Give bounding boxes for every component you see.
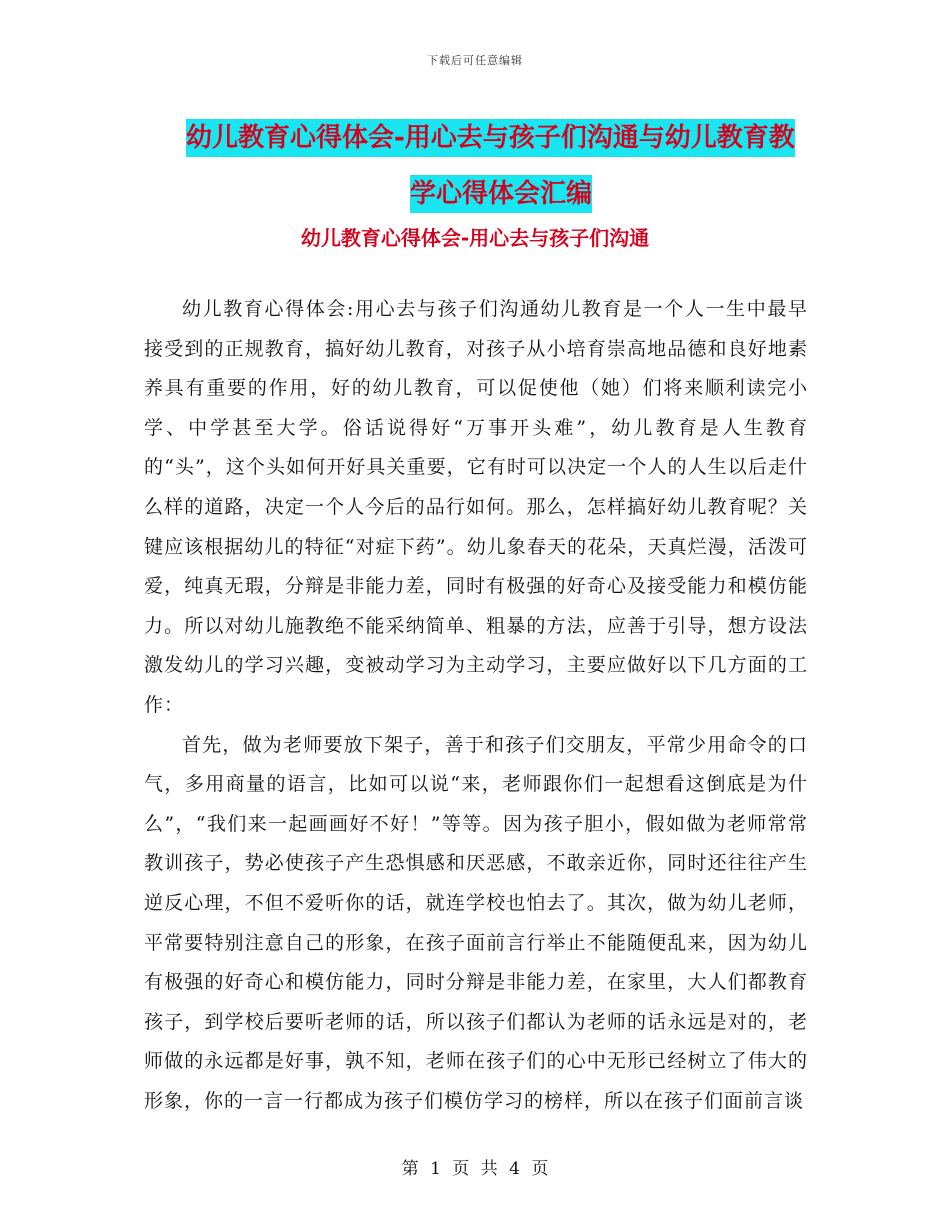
body-paragraph-2: 首先，做为老师要放下架子，善于和孩子们交朋友，平常少用命令的口气，多用商量的语言，比如可以说“来，老师跟你们一起想看这倒底是为什么”，“我们来一起画画好不好！”等等。因为孩子胆小，假如做为老师常常教训孩子，势必使孩子产生恐惧感和厌恶感，不敢亲近你，同时还往往产生逆反心理，不但不爱听你的话，就连学校也怕去了。其次，做为幼儿老师，平常要特别注意自己的形象，在孩子面前言行举止不能随便乱来，因为幼儿有极强的好奇心和模仿能力，同时分辩是非能力差，在家里，大人们都教育孩子，到学校后要听老师的话，所以孩子们都认为老师的话永远是对的，老师做的永远都是好事，孰不知，老师在孩子们的心中无形已经树立了伟大的形象，你的一言一行都成为孩子们模仿学习的榜样，所以在孩子们面前言谈 — [144, 733, 808, 1112]
document-body — [144, 290, 808, 1121]
page-number-footer: 第 1 页 共 4 页 — [401, 1159, 549, 1179]
page-header-note: 下载后可任意编辑 — [427, 54, 523, 67]
document-title-line-1-text: 幼儿教育心得体会-用心去与孩子们沟通与幼儿教育教 — [186, 119, 795, 157]
document-title-line-2 — [186, 166, 816, 222]
document-title — [186, 110, 816, 222]
section-title: 幼儿教育心得体会-用心去与孩子们沟通 — [300, 226, 650, 250]
body-paragraph-1: 幼儿教育心得体会:用心去与孩子们沟通幼儿教育是一个人一生中最早接受到的正规教育，搞好幼儿教育，对孩子从小培育崇高地品德和良好地素养具有重要的作用，好的幼儿教育，可以促使他（她）们将来顺利读完小学、中学甚至大学。俗话说得好“万事开头难”，幼儿教育是人生教育的“头”，这个头如何开好具关重要，它有时可以决定一个人的人生以后走什么样的道路，决定一个人今后的品行如何。那么，怎样搞好幼儿教育呢？关键应该根据幼儿的特征“对症下药”。幼儿象春天的花朵，天真烂漫，活泼可爱，纯真无瑕，分辩是非能力差，同时有极强的好奇心及接受能力和模仿能力。所以对幼儿施教绝不能采纳简单、粗暴的方法，应善于引导，想方设法激发幼儿的学习兴趣，变被动学习为主动学习，主要应做好以下几方面的工作： — [144, 298, 808, 716]
document-title-line-2-text: 学心得体会汇编 — [410, 175, 592, 213]
document-title-line-1 — [186, 110, 816, 166]
